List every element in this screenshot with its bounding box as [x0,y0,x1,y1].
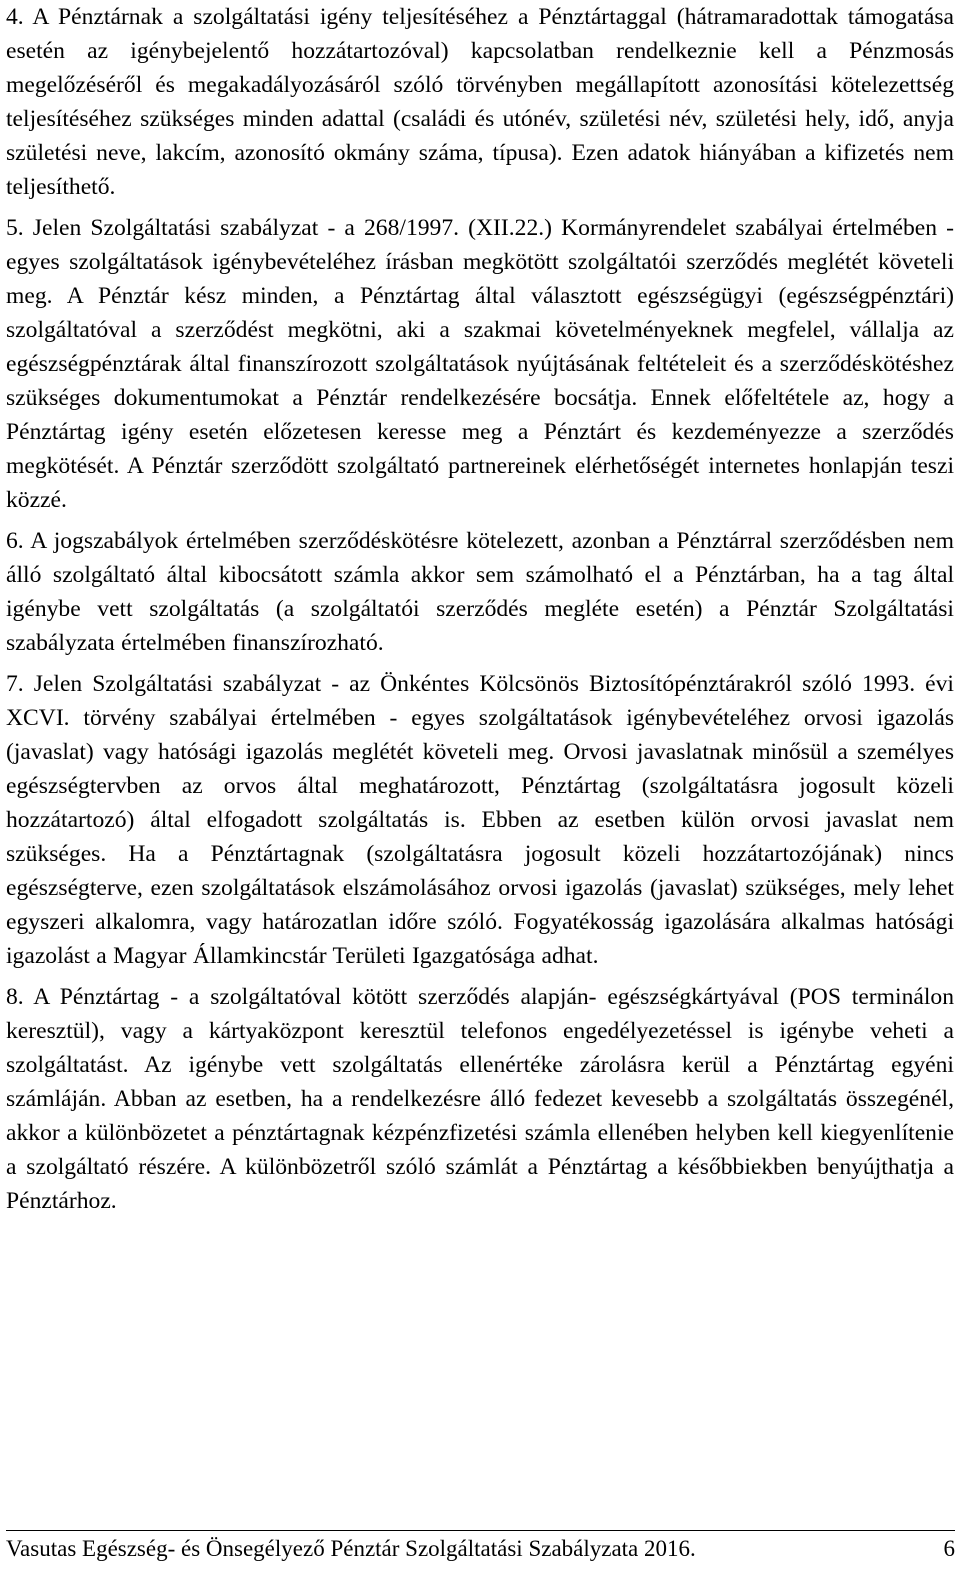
page-number: 6 [943,1536,955,1561]
paragraph-8: 8. A Pénztártag - a szolgáltatóval kötött szerződés alapján- egészségkártyával (POS terminálon keresztül), vagy a kártyaközpont keresztül telefonos engedélyezetéssel is igénybe veheti a szolgáltatást. Az igénybe vett szolgáltatás ellenértéke zárolásra kerül a Pénztártag egyéni számláján. Abban az esetben, ha a rendelkezésre álló fedezet kevesebb a szolgáltatás összegénél, akkor a különbözetet a pénztártagnak kézpénzfizetési számla ellenében helyben kell kiegyenlítenie a szolgáltató részére. A különbözetről szóló számlát a Pénztártag a későbbiekben benyújthatja a Pénztárhoz. [6,984,954,1214]
paragraph-7: 7. Jelen Szolgáltatási szabályzat - az Önkéntes Kölcsönös Biztosítópénztárakról szóló 1993. évi XCVI. törvény szabályai értelmében - egyes szolgáltatások igénybevételéhez orvosi igazolás (javaslat) vagy hatósági igazolás meglétét követeli meg. Orvosi javaslatnak minősül a személyes egészségtervben az orvos által meghatározott, Pénztártag (szolgáltatásra jogosult közeli hozzátartozó) által elfogadott szolgáltatás is. Ebben az esetben külön orvosi javaslat nem szükséges. Ha a Pénztártagnak (szolgáltatásra jogosult közeli hozzátartozójának) nincs egészségterve, ezen szolgáltatások elszámolásához orvosi igazolás (javaslat) szükséges, mely lehet egyszeri alkalomra, vagy határozatlan időre szóló. Fogyatékosság igazolására alkalmas hatósági igazolást a Magyar Államkincstár Területi Igazgatósága adhat. [6,671,954,969]
paragraph-6: 6. A jogszabályok értelmében szerződéskötésre kötelezett, azonban a Pénztárral szerződésben nem álló szolgáltató által kibocsátott számla akkor sem számolható el a Pénztárban, ha a tag által igénybe vett szolgáltatás (a szolgáltatói szerződés megléte esetén) a Pénztár Szolgáltatási szabályzata értelmében finanszírozható. [6,528,954,656]
document-body [6,0,954,1218]
footer-title: Vasutas Egészség- és Önsegélyező Pénztár Szolgáltatási Szabályzata 2016. [6,1536,696,1561]
footer-divider [6,1530,955,1531]
page-footer [6,1533,955,1565]
paragraph-5: 5. Jelen Szolgáltatási szabályzat - a 268/1997. (XII.22.) Kormányrendelet szabályai értelmében - egyes szolgáltatások igénybevételéhez írásban megkötött szolgáltatói szerződés meglétét követeli meg. A Pénztár kész minden, a Pénztártag által választott egészségügyi (egészségpénztári) szolgáltatóval a szerződést megkötni, aki a szakmai követelményeknek megfelel, vállalja az egészségpénztárak által finanszírozott szolgáltatások nyújtásának feltételeit és a szerződéskötéshez szükséges dokumentumokat a Pénztár rendelkezésére bocsátja. Ennek előfeltétele az, hogy a Pénztártag igény esetén előzetesen keresse meg a Pénztárt és kezdeményezze a szerződés megkötését. A Pénztár szerződött szolgáltató partnereinek elérhetőségét internetes honlapján teszi közzé. [6,215,954,513]
paragraph-4: 4. A Pénztárnak a szolgáltatási igény teljesítéséhez a Pénztártaggal (hátramaradottak támogatása esetén az igénybejelentő hozzátartozóval) kapcsolatban rendelkeznie kell a Pénzmosás megelőzéséről és megakadályozásáról szóló törvényben megállapított azonosítási kötelezettség teljesítéséhez szükséges minden adattal (családi és utónév, születési név, születési hely, idő, anyja születési neve, lakcím, azonosító okmány száma, típusa). Ezen adatok hiányában a kifizetés nem teljesíthető. [6,4,954,200]
